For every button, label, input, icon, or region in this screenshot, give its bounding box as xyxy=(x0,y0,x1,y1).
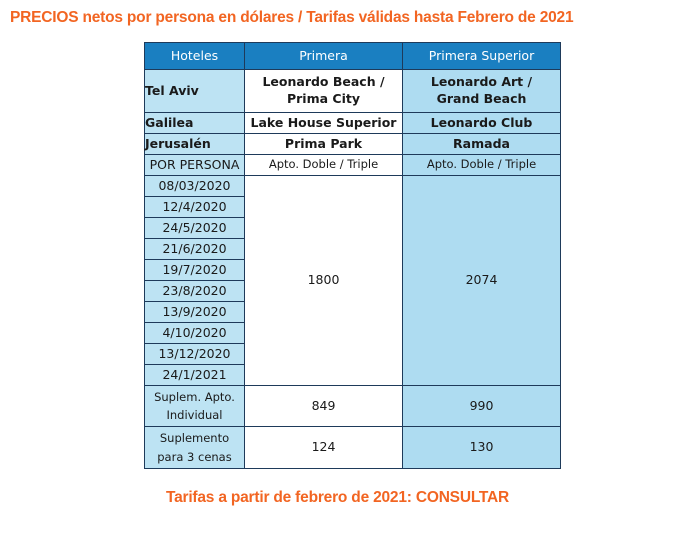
hotel-primera-cell: Leonardo Beach / Prima City xyxy=(245,70,403,113)
room-type-superior: Apto. Doble / Triple xyxy=(403,155,561,176)
date-cell: 23/8/2020 xyxy=(145,281,245,302)
date-cell: 24/1/2021 xyxy=(145,365,245,386)
city-cell: Jerusalén xyxy=(145,134,245,155)
suplem-individual-row xyxy=(145,386,561,427)
hotel-row-jerusalen xyxy=(145,134,561,155)
price-table xyxy=(144,42,561,469)
city-cell: Tel Aviv xyxy=(145,70,245,113)
suplem-cenas-superior: 130 xyxy=(403,427,561,469)
suplem-individual-primera: 849 xyxy=(245,386,403,427)
date-cell: 13/12/2020 xyxy=(145,344,245,365)
suplem-individual-label xyxy=(145,386,245,427)
suplem-cenas-primera: 124 xyxy=(245,427,403,469)
suplem-cenas-label-line2: para 3 cenas xyxy=(157,449,232,464)
hotel-primera-cell: Lake House Superior xyxy=(245,113,403,134)
por-persona-row xyxy=(145,155,561,176)
suplem-cenas-label xyxy=(145,427,245,469)
suplem-cenas-row xyxy=(145,427,561,469)
hotel-superior-cell: Ramada xyxy=(403,134,561,155)
suplem-individual-label-line1: Suplem. Apto. xyxy=(154,389,235,404)
date-cell: 13/9/2020 xyxy=(145,302,245,323)
footer-note: Tarifas a partir de febrero de 2021: CONSULTAR xyxy=(165,489,510,506)
date-cell: 08/03/2020 xyxy=(145,176,245,197)
date-cell: 19/7/2020 xyxy=(145,260,245,281)
header-hoteles: Hoteles xyxy=(145,43,245,70)
price-primera: 1800 xyxy=(245,176,403,386)
suplem-individual-superior: 990 xyxy=(403,386,561,427)
date-cell: 4/10/2020 xyxy=(145,323,245,344)
date-row xyxy=(145,176,561,197)
room-type-primera: Apto. Doble / Triple xyxy=(245,155,403,176)
hotel-superior-cell: Leonardo Club xyxy=(403,113,561,134)
page-title: PRECIOS netos por persona en dólares / Tarifas válidas hasta Febrero de 2021 xyxy=(10,9,574,26)
header-row xyxy=(145,43,561,70)
price-superior: 2074 xyxy=(403,176,561,386)
suplem-individual-label-line2: Individual xyxy=(166,408,223,422)
suplem-cenas-label-line1: Suplemento xyxy=(159,431,230,446)
hotel-row-tel-aviv xyxy=(145,70,561,113)
hotel-superior-cell: Leonardo Art / Grand Beach xyxy=(403,70,561,113)
hotel-primera-cell: Prima Park xyxy=(245,134,403,155)
city-cell: Galilea xyxy=(145,113,245,134)
hotel-row-galilea xyxy=(145,113,561,134)
por-persona-label: POR PERSONA xyxy=(145,155,245,176)
date-cell: 12/4/2020 xyxy=(145,197,245,218)
header-primera: Primera xyxy=(245,43,403,70)
header-primera-superior: Primera Superior xyxy=(403,43,561,70)
date-cell: 21/6/2020 xyxy=(145,239,245,260)
date-cell: 24/5/2020 xyxy=(145,218,245,239)
